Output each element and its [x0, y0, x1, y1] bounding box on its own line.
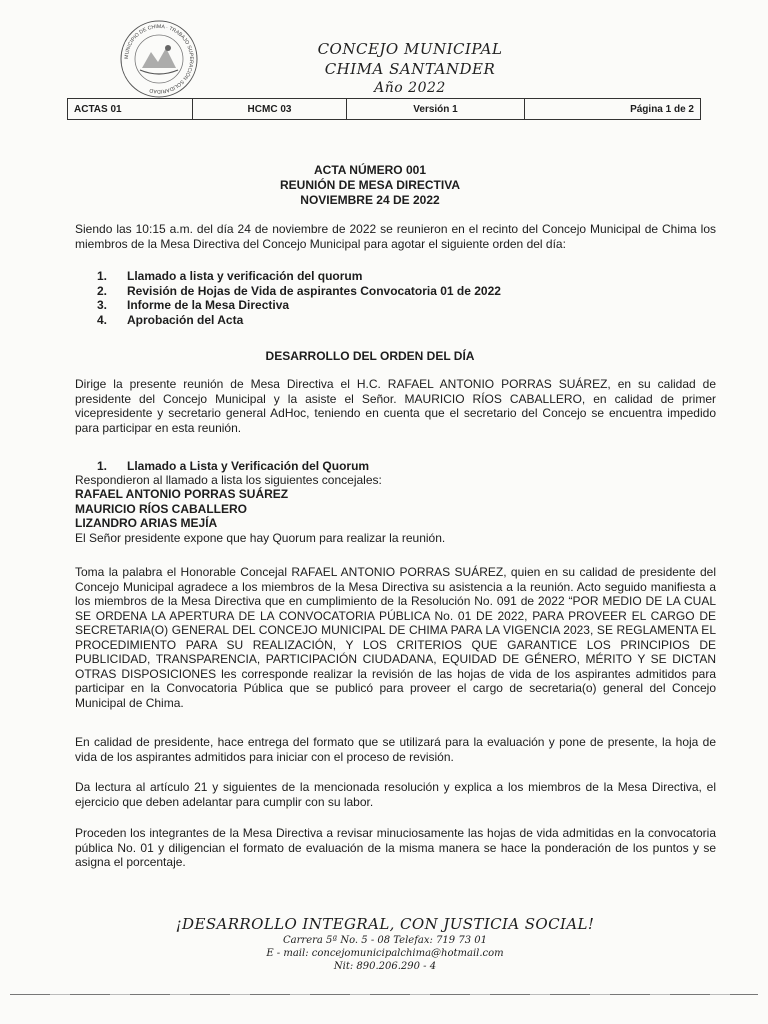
agenda-number: 4.	[97, 312, 108, 327]
roll-call-text: Respondieron al llamado a lista los siguientes concejales:	[75, 473, 382, 487]
meta-page: Página 1 de 2	[630, 103, 694, 115]
footer-nit: Nit: 890.206.290 - 4	[333, 961, 437, 972]
agenda-item	[97, 313, 501, 328]
footer-address: Carrera 5ª No. 5 - 08 Telefax: 719 73 01	[283, 935, 487, 946]
section-1-number: 1.	[97, 459, 108, 473]
footer-motto: ¡DESARROLLO INTEGRAL, CON JUSTICIA SOCIAL!	[175, 915, 595, 933]
title-line-3: NOVIEMBRE 24 DE 2022	[300, 193, 440, 207]
agenda-item	[97, 284, 501, 299]
direction-paragraph: Dirige la presente reunión de Mesa Directiva el H.C. RAFAEL ANTONIO PORRAS SUÁREZ, en su calidad de presidente del Concejo Municipal y la asiste el Señor. MAURICIO RÍOS CABALLERO, en calidad de primer vicepresidente y secretario general AdHoc, teniendo en cuenta que el secretario del Concejo se encuentra impedido para participar en esta reunión.	[75, 377, 716, 435]
councillor-name: LIZANDRO ARIAS MEJÍA	[75, 516, 218, 530]
development-heading: DESARROLLO DEL ORDEN DEL DÍA	[265, 349, 475, 363]
municipal-seal-icon	[118, 18, 200, 100]
section-1-heading	[97, 459, 369, 473]
footer-divider	[10, 994, 758, 995]
meta-version: Versión 1	[347, 99, 525, 119]
councillor-name: MAURICIO RÍOS CABALLERO	[75, 501, 247, 516]
agenda-list	[97, 269, 501, 327]
org-place: CHIMA SANTANDER	[324, 60, 496, 78]
section-1-title: Llamado a Lista y Verificación del Quorum	[127, 459, 370, 473]
councillor-list	[75, 487, 288, 531]
agenda-item	[97, 298, 501, 313]
agenda-item	[97, 269, 501, 284]
footer-email: E - mail: concejomunicipalchima@hotmail.com	[266, 948, 504, 959]
meta-code: HCMC 03	[193, 99, 347, 119]
title-line-2: REUNIÓN DE MESA DIRECTIVA	[279, 178, 460, 192]
document-meta-table	[67, 98, 701, 120]
title-line-1: ACTA NÚMERO 001	[313, 163, 426, 177]
format-paragraph: En calidad de presidente, hace entrega del formato que se utilizará para la evaluación y pone de presente, la hoja de vida de los aspirantes admitidos para iniciar con el proceso de revisión.	[75, 735, 716, 764]
quorum-text: El Señor presidente expone que hay Quorum para realizar la reunión.	[75, 531, 446, 545]
agenda-number: 2.	[97, 283, 108, 298]
intro-paragraph: Siendo las 10:15 a.m. del día 24 de noviembre de 2022 se reunieron en el recinto del Concejo Municipal de Chima los miembros de la Mesa Directiva del Concejo Municipal para agotar el siguiente orden del día:	[75, 222, 716, 251]
org-year: Año 2022	[374, 80, 446, 96]
svg-text:MUNICIPIO DE CHIMA · TRABAJO S: MUNICIPIO DE CHIMA · TRABAJO SUPERACIÓN SOLIDARIDAD	[123, 23, 195, 95]
councillor-name: RAFAEL ANTONIO PORRAS SUÁREZ	[75, 487, 289, 501]
agenda-text: Informe de la Mesa Directiva	[127, 298, 290, 312]
agenda-text: Llamado a lista y verificación del quorum	[127, 269, 363, 283]
review-paragraph: Proceden los integrantes de la Mesa Directiva a revisar minuciosamente las hojas de vida admitidas en la convocatoria pública No. 01 y diligencian el formato de evaluación de la misma manera se hace la ponderación de los puntos y se asigna el porcentaje.	[75, 826, 716, 869]
agenda-text: Aprobación del Acta	[127, 312, 244, 327]
meta-actas: ACTAS 01	[68, 99, 193, 119]
article-paragraph: Da lectura al artículo 21 y siguientes de la mencionada resolución y explica a los miembros de la Mesa Directiva, el ejercicio que deben adelantar para cumplir con su labor.	[75, 780, 716, 809]
agenda-number: 3.	[97, 298, 108, 312]
document-title	[220, 163, 520, 208]
org-name: CONCEJO MUNICIPAL	[317, 40, 503, 58]
resolution-paragraph: Toma la palabra el Honorable Concejal RAFAEL ANTONIO PORRAS SUÁREZ, quien en su calidad de presidente del Concejo Municipal agradece a los miembros de la Mesa Directiva su asistencia a la reunión. Acto seguido manifiesta a los miembros de la Mesa Directiva que en cumplimiento de la Resolución No. 091 de 2022 “POR MEDIO DE LA CUAL SE ORDENA LA APERTURA DE LA CONVOCATORIA PÚBLICA No. 01 DE 2022, PARA PROVEER EL CARGO DE SECRETARIA(O) GENERAL DEL CONCEJO MUNICIPAL DE CHIMA PARA LA VIGENCIA 2023, SE REGLAMENTA EL PROCEDIMIENTO PARA SU REALIZACIÓN, Y LOS CRITERIOS QUE GARANTICE LOS PRINCIPIOS DE PUBLICIDAD, TRANSPARENCIA, PARTICIPACIÓN CIUDADANA, EQUIDAD DE GÉNERO, MÉRITO Y SE DICTAN OTRAS DISPOSICIONES les corresponde realizar la revisión de las hojas de vida de los aspirantes admitidos para participar en la Convocatoria Pública que se publicó para proveer el cargo de secretaria(o) general del Concejo Municipal de Chima.	[75, 565, 716, 710]
agenda-number: 1.	[97, 269, 108, 283]
agenda-text: Revisión de Hojas de Vida de aspirantes Convocatoria 01 de 2022	[127, 283, 501, 298]
